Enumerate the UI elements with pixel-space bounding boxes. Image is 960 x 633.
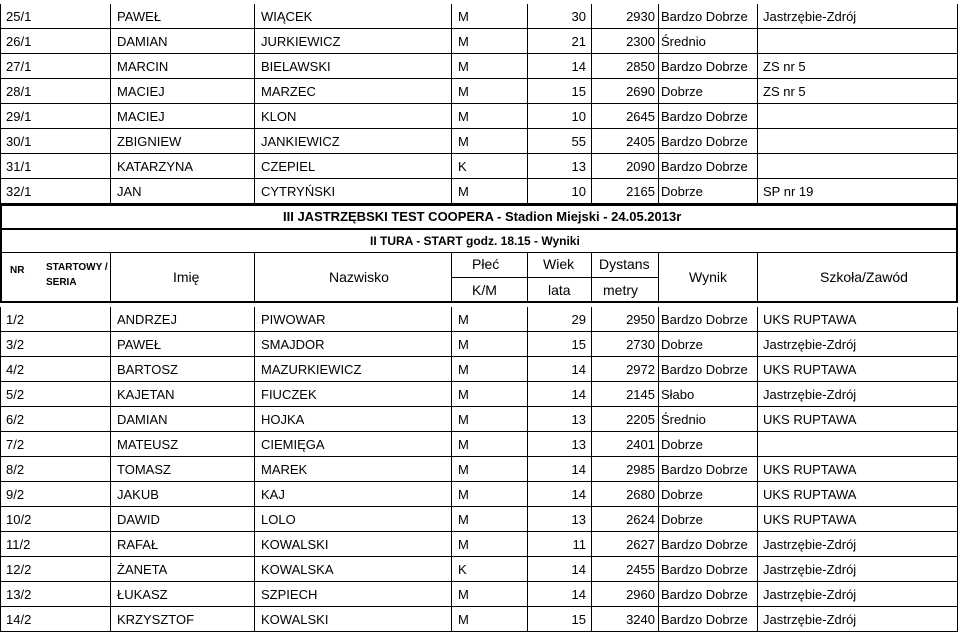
cell-plec: M [451,507,527,531]
cell-wynik: Bardzo Dobrze [658,129,757,153]
header-dystans: Dystans [599,256,650,272]
table-row [0,179,958,204]
cell-wynik: Bardzo Dobrze [658,357,757,381]
cell-plec: M [451,332,527,356]
cell-imie: DAWID [110,507,254,531]
cell-wiek: 14 [527,382,591,406]
cell-imie: ANDRZEJ [110,307,254,331]
cell-wynik: Bardzo Dobrze [658,607,757,631]
cell-wiek: 10 [527,104,591,128]
cell-dystans: 2930 [591,4,658,28]
cell-dystans: 2165 [591,179,658,203]
cell-imie: PAWEŁ [110,332,254,356]
cell-nr: 6/2 [0,407,110,431]
cell-dystans: 2405 [591,129,658,153]
cell-plec: M [451,582,527,606]
table-row [0,357,958,382]
cell-nazwisko: LOLO [254,507,451,531]
cell-plec: K [451,154,527,178]
cell-wiek: 15 [527,79,591,103]
cell-dystans: 3240 [591,607,658,631]
cell-dystans: 2205 [591,407,658,431]
cell-nazwisko: KOWALSKI [254,607,451,631]
cell-nazwisko: WIĄCEK [254,4,451,28]
cell-wynik: Bardzo Dobrze [658,4,757,28]
cell-szkola: UKS RUPTAWA [757,307,958,331]
cell-dystans: 2624 [591,507,658,531]
table-row [0,154,958,179]
cell-nr: 13/2 [0,582,110,606]
cell-szkola: Jastrzębie-Zdrój [757,582,958,606]
cell-nr: 30/1 [0,129,110,153]
cell-plec: M [451,179,527,203]
cell-nr: 3/2 [0,332,110,356]
cell-wiek: 13 [527,407,591,431]
table-row [0,332,958,357]
cell-dystans: 2145 [591,382,658,406]
cell-wynik: Bardzo Dobrze [658,532,757,556]
round-subtitle: II TURA - START godz. 18.15 - Wyniki [0,230,958,253]
cell-nr: 7/2 [0,432,110,456]
cell-wiek: 10 [527,179,591,203]
cell-wiek: 14 [527,482,591,506]
cell-szkola [757,432,958,456]
table-row [0,104,958,129]
cell-nr: 26/1 [0,29,110,53]
cell-szkola: Jastrzębie-Zdrój [757,4,958,28]
cell-wynik: Bardzo Dobrze [658,557,757,581]
table-row [0,382,958,407]
cell-nazwisko: JANKIEWICZ [254,129,451,153]
cell-nr: 8/2 [0,457,110,481]
cell-wiek: 13 [527,507,591,531]
cell-szkola: UKS RUPTAWA [757,507,958,531]
cell-nr: 27/1 [0,54,110,78]
header-dystans-unit: metry [603,282,638,298]
cell-nr: 31/1 [0,154,110,178]
cell-nazwisko: CYTRYŃSKI [254,179,451,203]
table-row [0,557,958,582]
table-row [0,457,958,482]
cell-wiek: 13 [527,154,591,178]
cell-nazwisko: BIELAWSKI [254,54,451,78]
cell-imie: MACIEJ [110,104,254,128]
cell-szkola: Jastrzębie-Zdrój [757,532,958,556]
cell-dystans: 2850 [591,54,658,78]
cell-plec: M [451,382,527,406]
cell-wynik: Dobrze [658,482,757,506]
cell-dystans: 2690 [591,79,658,103]
table-row [0,407,958,432]
cell-dystans: 2645 [591,104,658,128]
header-plec: Płeć [472,256,500,272]
header-seria: SERIA [46,277,77,288]
cell-dystans: 2627 [591,532,658,556]
cell-wynik: Bardzo Dobrze [658,104,757,128]
cell-nr: 29/1 [0,104,110,128]
cell-wynik: Dobrze [658,79,757,103]
cell-dystans: 2972 [591,357,658,381]
cell-plec: M [451,104,527,128]
cell-szkola: Jastrzębie-Zdrój [757,557,958,581]
cell-szkola: Jastrzębie-Zdrój [757,382,958,406]
cell-plec: M [451,29,527,53]
cell-plec: M [451,607,527,631]
cell-nazwisko: MAREK [254,457,451,481]
table-row [0,532,958,557]
cell-nazwisko: KOWALSKI [254,532,451,556]
cell-wiek: 14 [527,54,591,78]
header-wiek-unit: lata [548,282,571,298]
cell-plec: M [451,532,527,556]
cell-wiek: 55 [527,129,591,153]
cell-nazwisko: MAZURKIEWICZ [254,357,451,381]
cell-szkola [757,29,958,53]
cell-wynik: Bardzo Dobrze [658,54,757,78]
cell-nr: 9/2 [0,482,110,506]
cell-nazwisko: SZPIECH [254,582,451,606]
cell-dystans: 2300 [591,29,658,53]
cell-plec: K [451,557,527,581]
cell-imie: DAMIAN [110,29,254,53]
cell-plec: M [451,79,527,103]
cell-imie: TOMASZ [110,457,254,481]
cell-plec: M [451,307,527,331]
table-row [0,79,958,104]
table-row [0,582,958,607]
cell-dystans: 2950 [591,307,658,331]
cell-wiek: 14 [527,557,591,581]
cell-imie: KATARZYNA [110,154,254,178]
cell-wiek: 30 [527,4,591,28]
table-row [0,29,958,54]
cell-nr: 1/2 [0,307,110,331]
cell-dystans: 2960 [591,582,658,606]
cell-wiek: 29 [527,307,591,331]
cell-plec: M [451,407,527,431]
cell-szkola: SP nr 19 [757,179,958,203]
cell-nr: 4/2 [0,357,110,381]
cell-wiek: 21 [527,29,591,53]
cell-nr: 11/2 [0,532,110,556]
cell-nazwisko: CIEMIĘGA [254,432,451,456]
cell-imie: MACIEJ [110,79,254,103]
cell-wynik: Bardzo Dobrze [658,307,757,331]
table-row [0,54,958,79]
cell-wynik: Dobrze [658,179,757,203]
cell-szkola: UKS RUPTAWA [757,482,958,506]
cell-imie: JAKUB [110,482,254,506]
cell-dystans: 2680 [591,482,658,506]
cell-nazwisko: FIUCZEK [254,382,451,406]
cell-nr: 10/2 [0,507,110,531]
cell-nr: 5/2 [0,382,110,406]
table-row [0,432,958,457]
cell-dystans: 2401 [591,432,658,456]
cell-wynik: Dobrze [658,507,757,531]
cell-wiek: 15 [527,332,591,356]
header-plec-unit: K/M [472,282,497,298]
cell-imie: MARCIN [110,54,254,78]
cell-nazwisko: SMAJDOR [254,332,451,356]
cell-dystans: 2455 [591,557,658,581]
cell-szkola [757,154,958,178]
cell-szkola: UKS RUPTAWA [757,457,958,481]
cell-plec: M [451,357,527,381]
cell-nazwisko: JURKIEWICZ [254,29,451,53]
cell-imie: PAWEŁ [110,4,254,28]
cell-wiek: 11 [527,532,591,556]
cell-szkola: Jastrzębie-Zdrój [757,332,958,356]
cell-szkola: UKS RUPTAWA [757,357,958,381]
cell-imie: RAFAŁ [110,532,254,556]
cell-nazwisko: KLON [254,104,451,128]
cell-szkola: Jastrzębie-Zdrój [757,607,958,631]
cell-imie: JAN [110,179,254,203]
cell-imie: KAJETAN [110,382,254,406]
cell-nr: 32/1 [0,179,110,203]
cell-imie: ZBIGNIEW [110,129,254,153]
cell-szkola: ZS nr 5 [757,79,958,103]
cell-wynik: Bardzo Dobrze [658,582,757,606]
cell-plec: M [451,54,527,78]
cell-plec: M [451,482,527,506]
cell-nazwisko: KAJ [254,482,451,506]
cell-szkola [757,129,958,153]
cell-imie: DAMIAN [110,407,254,431]
cell-szkola: ZS nr 5 [757,54,958,78]
cell-nr: 28/1 [0,79,110,103]
cell-imie: ŻANETA [110,557,254,581]
header-nazwisko: Nazwisko [329,269,389,285]
header-startowy: STARTOWY / [46,262,108,273]
cell-wynik: Słabo [658,382,757,406]
table-row [0,4,958,29]
cell-plec: M [451,457,527,481]
cell-szkola [757,104,958,128]
cell-imie: BARTOSZ [110,357,254,381]
cell-szkola: UKS RUPTAWA [757,407,958,431]
header-wynik: Wynik [689,269,727,285]
cell-wynik: Bardzo Dobrze [658,457,757,481]
table-row [0,129,958,154]
cell-imie: KRZYSZTOF [110,607,254,631]
cell-wiek: 14 [527,457,591,481]
table-row [0,307,958,332]
cell-nazwisko: PIWOWAR [254,307,451,331]
table-row [0,607,958,632]
header-wiek: Wiek [543,256,575,272]
cell-dystans: 2730 [591,332,658,356]
table-row [0,507,958,532]
header-imie: Imię [173,269,200,285]
cell-dystans: 2090 [591,154,658,178]
cell-nr: 25/1 [0,4,110,28]
cell-wynik: Dobrze [658,332,757,356]
cell-nr: 14/2 [0,607,110,631]
cell-wynik: Dobrze [658,432,757,456]
table-row [0,482,958,507]
cell-wynik: Bardzo Dobrze [658,154,757,178]
cell-plec: M [451,129,527,153]
cell-wynik: Średnio [658,407,757,431]
column-header [0,253,958,303]
header-nr: NR [10,265,25,276]
cell-nazwisko: KOWALSKA [254,557,451,581]
cell-dystans: 2985 [591,457,658,481]
cell-plec: M [451,4,527,28]
cell-nr: 12/2 [0,557,110,581]
event-title: III JASTRZĘBSKI TEST COOPERA - Stadion Miejski - 24.05.2013r [0,204,958,230]
cell-wiek: 14 [527,357,591,381]
cell-imie: MATEUSZ [110,432,254,456]
cell-nazwisko: MARZEC [254,79,451,103]
cell-imie: ŁUKASZ [110,582,254,606]
header-szkola: Szkoła/Zawód [820,269,908,285]
cell-plec: M [451,432,527,456]
cell-nazwisko: CZEPIEL [254,154,451,178]
cell-wiek: 14 [527,582,591,606]
cell-wiek: 15 [527,607,591,631]
cell-nazwisko: HOJKA [254,407,451,431]
cell-wynik: Średnio [658,29,757,53]
cell-wiek: 13 [527,432,591,456]
